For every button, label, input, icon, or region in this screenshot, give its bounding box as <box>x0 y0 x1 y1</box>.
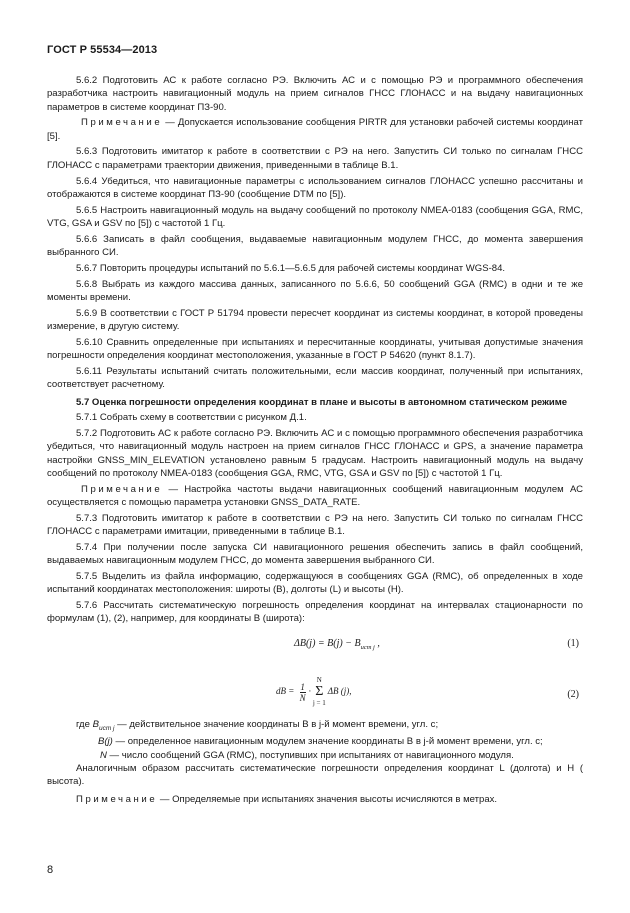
page-header: ГОСТ Р 55534—2013 <box>47 44 158 56</box>
formula-2-number: (2) <box>567 689 579 701</box>
formula-1 <box>47 628 583 664</box>
note-2 <box>47 483 583 510</box>
fraction: $\frac{1}{N}$ <box>299 681 306 703</box>
section-heading-5-7: 5.7 Оценка погрешности определения координат в плане и высоты в автономном статическом режиме <box>76 396 568 408</box>
paragraph-5-7-5: 5.7.5 Выделить из файла информацию, содержащуюся в сообщениях GGA (RMC), об определенных в ходе испытаний координатах местоположения: широты (В), долготы (L) и высоты (Н). <box>47 571 583 596</box>
paragraph-similar: Аналогичным образом рассчитать систематические погрешности определения координат L (долгота) и Н ( высота). <box>47 763 583 788</box>
paragraph-5-7-3: 5.7.3 Подготовить имитатор к работе в соответствии с РЭ на него. Запустить СИ только по сигналам ГНСС ГЛОНАСС с параметрами имитации, приведенными в таблице В.1. <box>47 512 583 538</box>
summation: N Σ j = 1 <box>312 676 326 708</box>
note-text: — Настройка частоты выдачи навигационных сообщений навигационным модулем АС осуществляется с помощью параметра установки GNSS_DATA_RATE. <box>47 483 583 509</box>
note-3 <box>47 793 583 806</box>
paragraph-5-6-9: 5.6.9 В соответствии с ГОСТ Р 51794 провести пересчет координат из системы координат, в которой проведены измерение, в другую систему. <box>47 307 583 333</box>
paragraph-5-7-1: 5.7.1 Собрать схему в соответствии с рисунком Д.1. <box>76 412 307 424</box>
paragraph-5-6-4: 5.6.4 Убедиться, что навигационные параметры с использованием сигналов ГЛОНАСС успешно рассчитаны и отображаются в системе координат ПЗ-90 (сообщение DTM по [5]). <box>47 175 583 200</box>
paragraph-5-6-8: 5.6.8 Выбрать из каждого массива данных, записанного по 5.6.6, 50 сообщений GGA (RMC) в одни и те же моменты времени. <box>47 278 583 303</box>
note-1 <box>47 116 583 143</box>
paragraph-5-7-2: 5.7.2 Подготовить АС к работе согласно РЭ. Включить АС и с помощью программного обеспечения разработчика убедиться, что навигационный модуль настроен на прием сигналов ГНСС ГЛОНАСС и GPS, а значение параметра настройки GNSS_MIN_ELEVATION установлено равным 5 градусам. Настроить навигационный модуль на выдачу сообщений по протоколу NMEA-0183 (сообщения GGA, RMC, VTG, GSA и GSV по [5]) с частотой 1 Гц. <box>47 428 583 480</box>
formula-2 <box>47 664 583 718</box>
note-label: Примечание <box>81 483 163 495</box>
paragraph-5-6-10: 5.6.10 Сравнить определенные при испытаниях и пересчитанные координаты, учитывая допустимые значения погрешности определения координат местоположения, указанные в ГОСТ Р 54620 (пункт 8.1.7). <box>47 336 583 362</box>
paragraph-5-6-3: 5.6.3 Подготовить имитатор к работе в соответствии с РЭ на него. Запустить СИ только по сигналам ГНСС ГЛОНАСС с параметрами траектории движения, приведенными в таблице В.1. <box>47 146 583 171</box>
document-body <box>47 74 583 808</box>
paragraph-5-6-7: 5.6.7 Повторить процедуры испытаний по 5.6.1—5.6.5 для рабочей системы координат WGS-84. <box>76 262 506 274</box>
formula-2-expression: dB = $\frac{1}{N}$ · N Σ j = 1 ΔB (j), <box>276 676 352 708</box>
paragraph-5-6-11: 5.6.11 Результаты испытаний считать положительными, если массив координат, полученный при испытаниях, соответствует расчетному. <box>47 365 583 391</box>
paragraph-5-6-2: 5.6.2 Подготовить АС к работе согласно РЭ. Включить АС и с помощью РЭ и программного обеспечения разработчика настроить навигационный модуль на прием сигналов ГНСС ГЛОНАСС и на выдачу навигационных параметров в системе координат ПЗ-90. <box>47 75 583 113</box>
paragraph-5-7-6: 5.7.6 Рассчитать систематическую погрешность определения координат на интервалах стационарности по формулам (1), (2), например, для координаты В (широта): <box>47 600 583 625</box>
formula-1-expression: $\Delta B(j) = B(j) - B_{ист j}$ , <box>294 638 380 652</box>
paragraph-5-7-4: 5.7.4 При получении после запуска СИ навигационного решения обеспечить запись в файл сообщений, выдаваемых навигационным модулем ГНСС, до момента завершения выбранного СИ. <box>47 542 583 567</box>
definition-b-j: B(j) — определенное навигационным модулем значение координаты В в j-й момент времени, угл. с; <box>98 736 543 748</box>
definition-b-ist: где $B_{ист j}$ — действительное значение координаты В в j-й момент времени, угл. с; <box>76 719 439 733</box>
note-label: Примечание <box>76 793 158 805</box>
paragraph-5-6-6: 5.6.6 Записать в файл сообщения, выдаваемые навигационным модулем ГНСС, до момента завершения выбранного СИ. <box>47 233 583 259</box>
definition-n: N — число сообщений GGA (RMC), поступивших при испытаниях от навигационного модуля. <box>100 749 514 761</box>
note-label: Примечание <box>81 117 163 129</box>
note-text: — Определяемые при испытаниях значения высоты исчисляются в метрах. <box>157 793 498 805</box>
page-number: 8 <box>47 864 54 876</box>
paragraph-5-6-5: 5.6.5 Настроить навигационный модуль на выдачу сообщений по протоколу NMEA-0183 (сообщения GGA, RMC, VTG, GSA и GSV по [5]) с частотой 1 Гц. <box>47 204 583 229</box>
formula-1-number: (1) <box>567 638 579 650</box>
variable-definitions <box>47 718 583 762</box>
note-text: — Допускается использование сообщения PIRTR для установки рабочей системы координат [5]. <box>47 117 583 142</box>
